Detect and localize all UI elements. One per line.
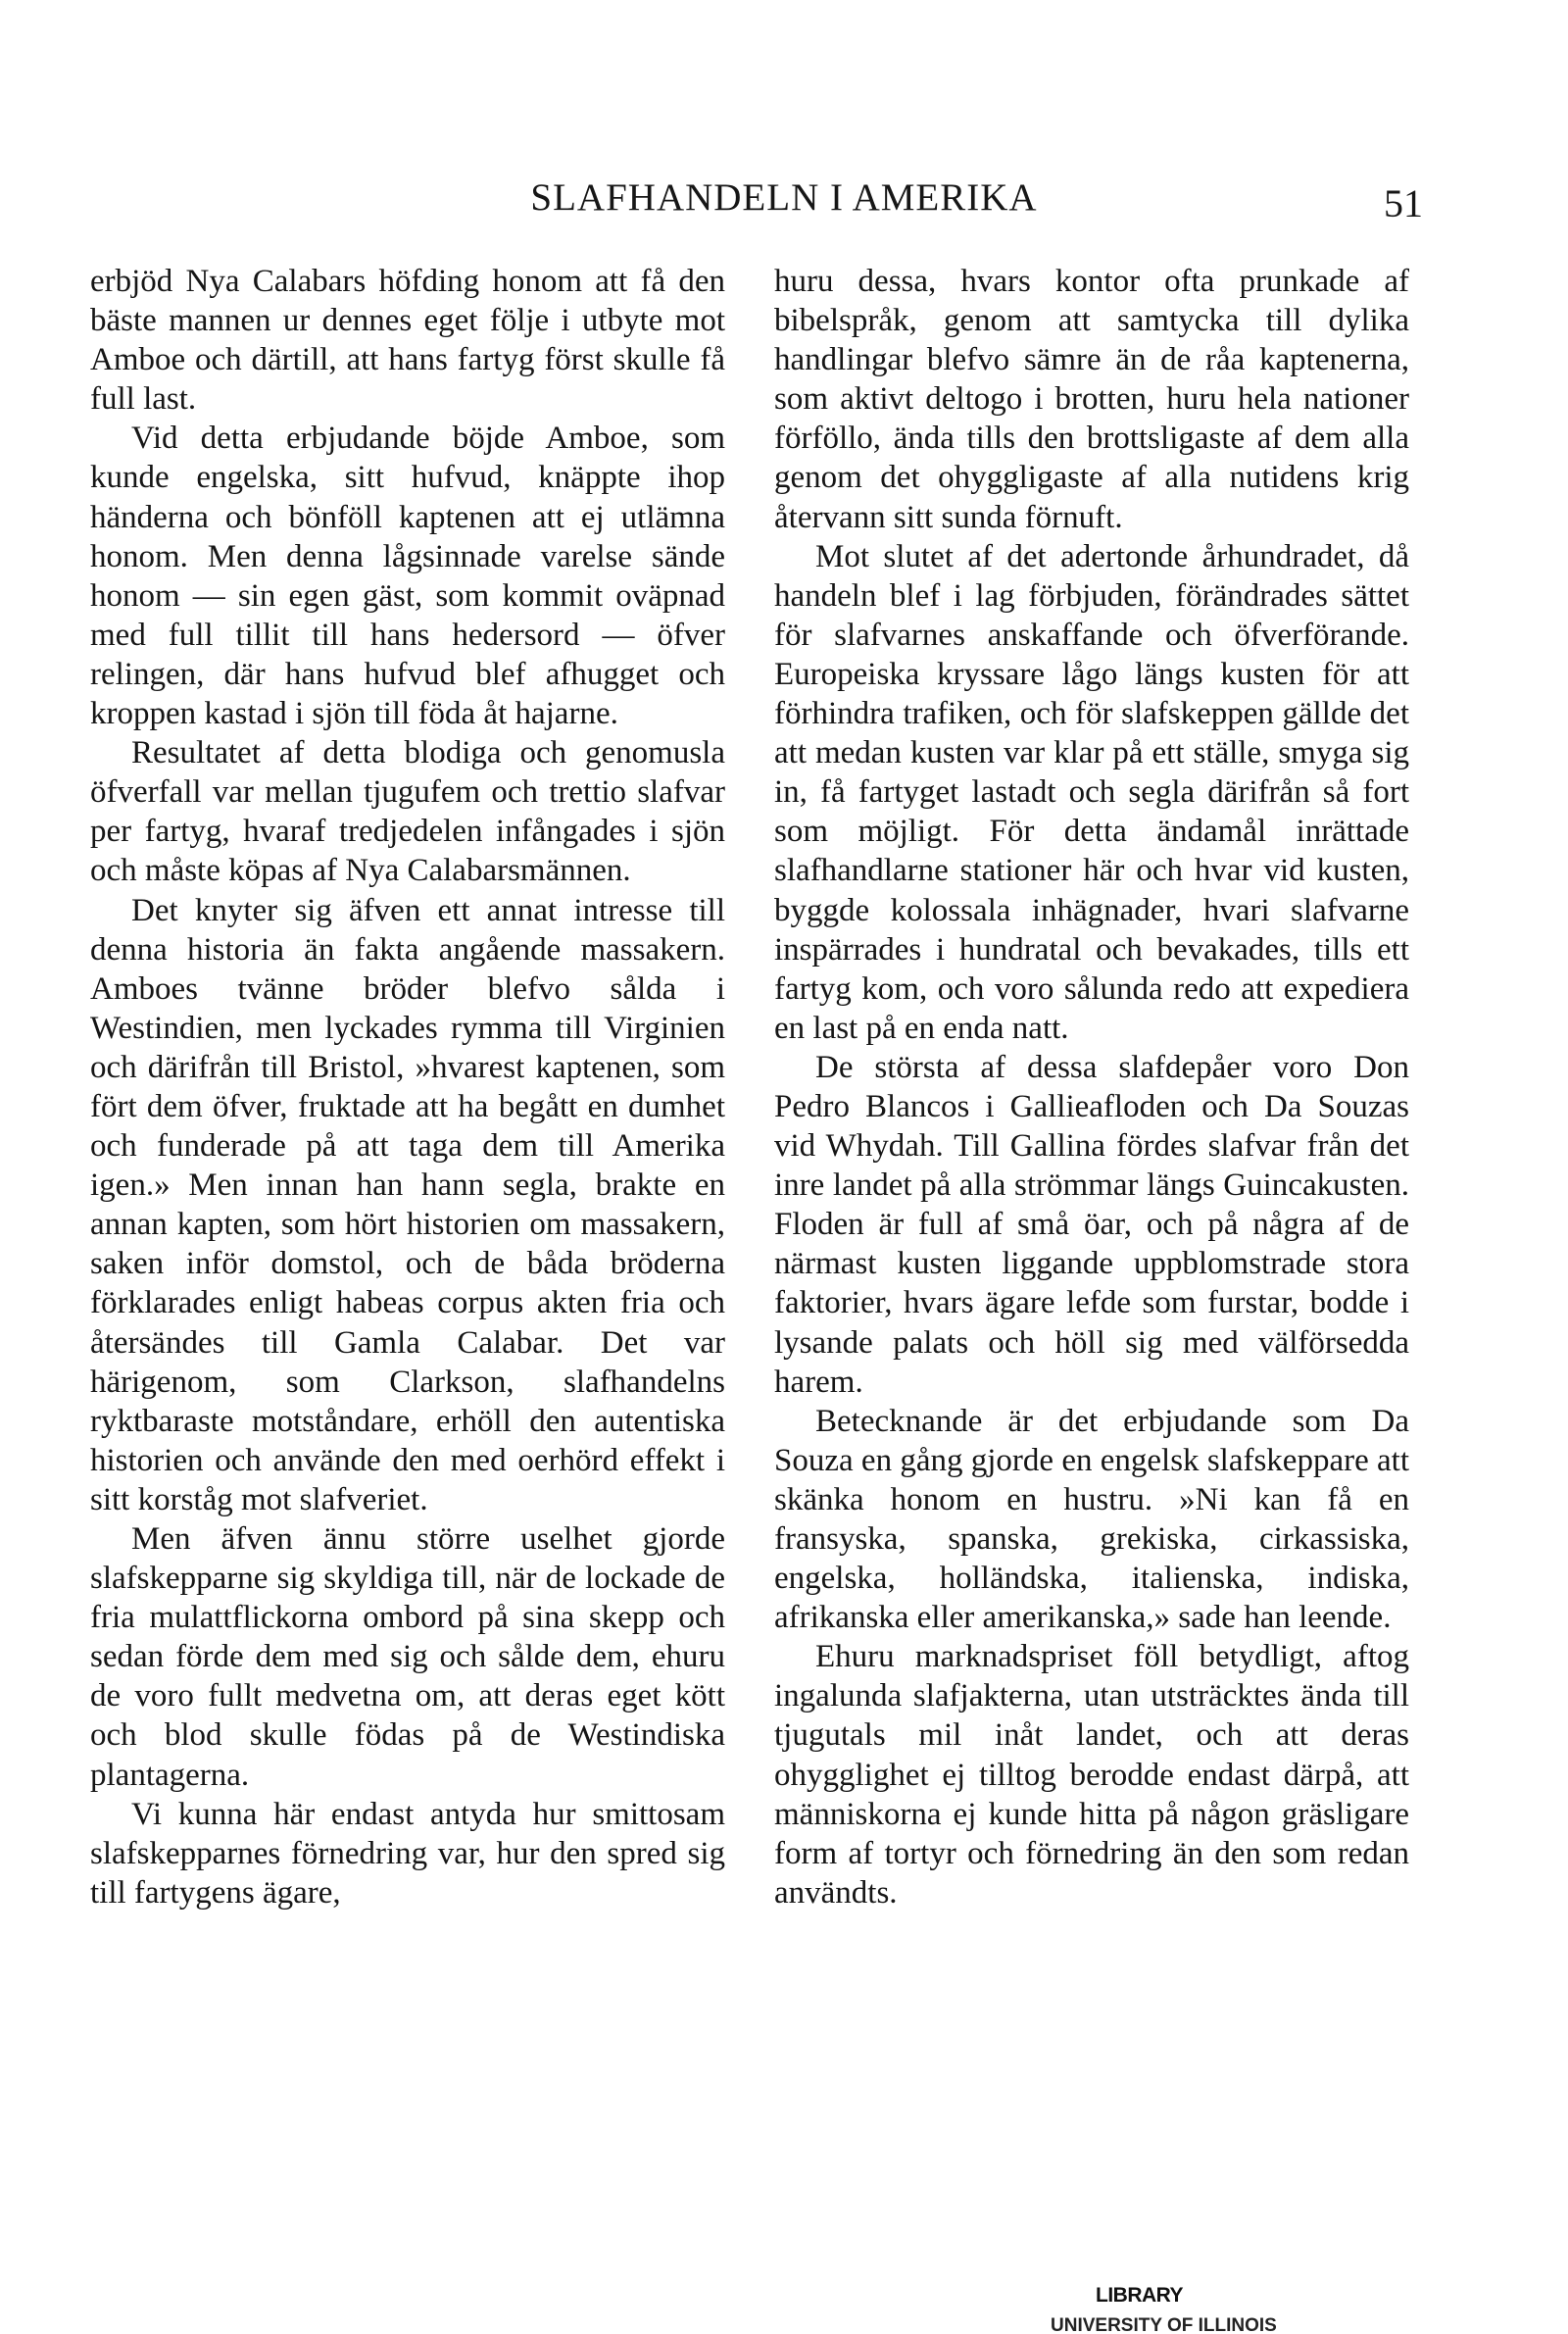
paragraph: Vi kunna här endast antyda hur smittosam slafskepparnes förnedring var, hur den spred sig till fartygens ägare, xyxy=(90,1796,725,1911)
paragraph: Betecknande är det erbjudande som Da Souza en gång gjorde en engelsk slafskeppare att skänka honom en hustru. »Ni kan få en fransyska, spanska, grekiska, cirkassiska, engelska, holländska, italienska, indiska, afrikanska eller amerikanska,» sade han leende. xyxy=(774,1403,1409,1636)
paragraph: Resultatet af detta blodiga och genomusla öfverfall var mellan tjugufem och trettio slafvar per fartyg, hvaraf tredjedelen infångades i sjön och måste köpas af Nya Calabarsmännen. xyxy=(90,735,725,889)
left-column xyxy=(90,262,725,1912)
paragraph: De största af dessa slafdepåer voro Don Pedro Blancos i Gallieafloden och Da Souzas vid Whydah. Till Gallina fördes slafvar från det inre landet på alla strömmar längs Guincakusten. Floden är full af små öar, och på några af de närmast kusten liggande uppblomstrade stora faktorier, hvars ägare lefde som furstar, bodde i lysande palats och höll sig med välförsedda harem. xyxy=(774,1049,1409,1400)
paragraph: Det knyter sig äfven ett annat intresse till denna historia än fakta angående massakern. Amboes tvänne bröder blefvo sålda i Westindien, men lyckades rymma till Virginien och därifrån till Bristol, »hvarest kaptenen, som fört dem öfver, fruktade att ha begått en dumhet och funderade på att taga dem till Amerika igen.» Men innan han hann segla, brakte en annan kapten, som hört historien om massakern, saken inför domstol, och de båda bröderna förklarades enligt habeas corpus akten fria och återsändes till Gamla Calabar. Det var härigenom, som Clarkson, slafhandelns ryktbaraste motståndare, erhöll den autentiska historien och använde den med oerhörd effekt i sitt korståg mot slafveriet. xyxy=(90,892,725,1517)
paragraph: erbjöd Nya Calabars höfding honom att få den bäste mannen ur dennes eget följe i utbyte mot Amboe och därtill, att hans fartyg först skulle få full last. xyxy=(90,264,725,418)
paragraph: Mot slutet af det adertonde århundradet, då handeln blef i lag förbjuden, förändrades sättet för slafvarnes anskaffande och öfverförande. Europeiska kryssare lågo längs kusten för att förhindra trafiken, och för slafskeppen gällde det att medan kusten var klar på ett ställe, smyga sig in, få fartyget lastadt och segla därifrån så fort som möjligt. För detta ändamål inrättade slafhandlarne stationer här och hvar vid kusten, byggde kolossala inhägnader, hvari slafvarne inspärrades i hundratal och bevakades, tills ett fartyg kom, och voro sålunda redo att expediera en last på en enda natt. xyxy=(774,538,1409,1046)
running-title: SLAFHANDELN I AMERIKA xyxy=(530,176,1038,219)
paragraph: Vid detta erbjudande böjde Amboe, som kunde engelska, sitt hufvud, knäppte ihop händerna och bönföll kaptenen att ej utlämna honom. Men denna lågsinnade varelse sände honom — sin egen gäst, som kommit oväpnad med full tillit till hans hedersord — öfver relingen, där hans hufvud blef afhugget och kroppen kastad i sjön till föda åt hajarne. xyxy=(90,421,725,732)
paragraph: huru dessa, hvars kontor ofta prunkade af bibelspråk, genom att samtycka till dylika handlingar blefvo sämre än de råa kaptenerna, som aktivt deltogo i brotten, huru hela nationer förföllo, ända tills den brottsligaste af dem alla genom det ohyggligaste af alla nutidens krig återvann sitt sunda förnuft. xyxy=(774,264,1409,535)
paragraph: Ehuru marknadspriset föll betydligt, aftog ingalunda slafjakterna, utan utsträcktes ända till tjugutals mil inåt landet, och att deras ohygglighet ej tilltog berodde endast därpå, att människorna ej kunde hitta på någon gräsligare form af tortyr och förnedring än den som redan användts. xyxy=(774,1639,1409,1911)
paragraph: Men äfven ännu större uselhet gjorde slafskepparne sig skyldiga till, när de lockade de fria mulattflickorna ombord på sina skepp och sedan förde dem med sig och sålde dem, ehuru de voro fullt medvetna om, att deras eget kött och blod skulle födas på de Westindiska plantagerna. xyxy=(90,1521,725,1793)
library-stamp-institution: UNIVERSITY OF ILLINOIS xyxy=(1051,2315,1277,2334)
page-number: 51 xyxy=(1384,181,1423,225)
right-column xyxy=(774,262,1409,1912)
library-stamp: LIBRARY xyxy=(1096,2284,1184,2307)
